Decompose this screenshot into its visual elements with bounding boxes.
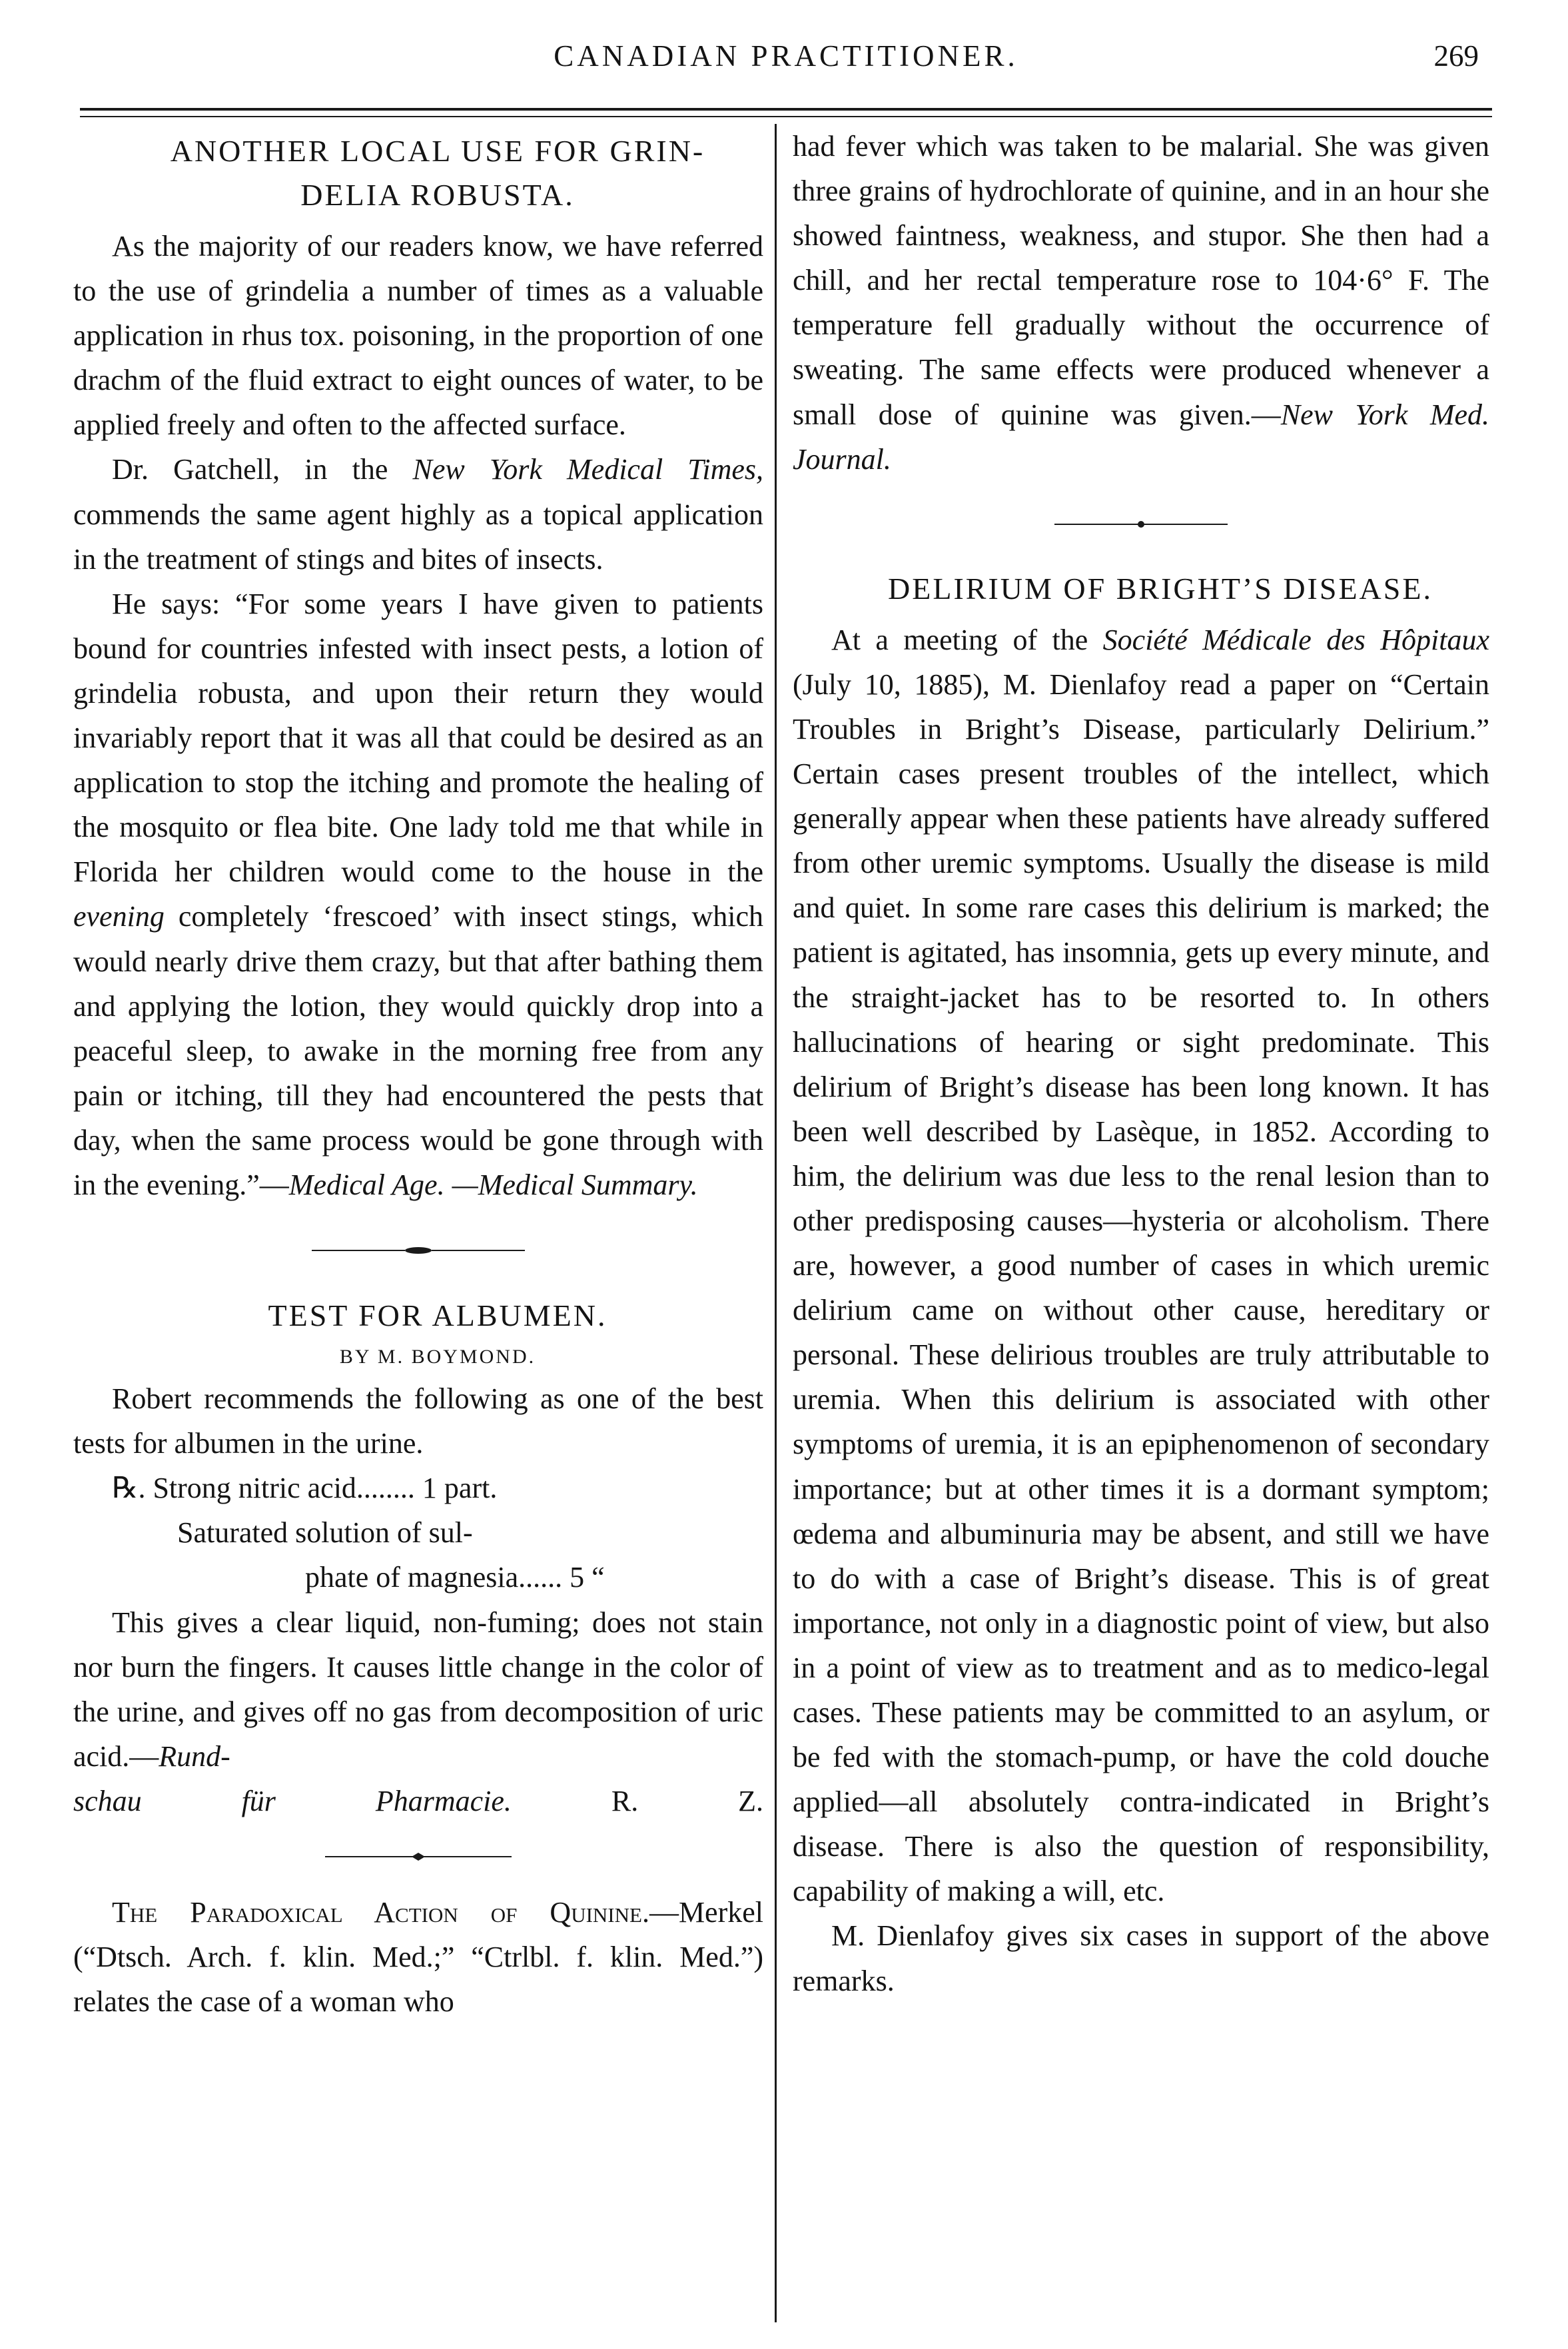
column-divider <box>775 124 777 2322</box>
albumen-paragraph-1: Robert recommends the following as one of the best tests for albumen in the urine. <box>73 1382 763 1460</box>
article-title-grindelia-1: ANOTHER LOCAL USE FOR GRIN- <box>170 134 705 168</box>
ornament-rule <box>305 1244 532 1257</box>
recipe-line-3: phate of magnesia...... 5 “ <box>305 1561 605 1594</box>
delirium-paragraph-2: M. Dienlafoy gives six cases in support of the above remarks. <box>793 1919 1489 1997</box>
source-citation: Medical Age. <box>288 1168 445 1201</box>
article-title-albumen: TEST FOR ALBUMEN. <box>268 1298 607 1333</box>
grindelia-paragraph-2: Dr. Gatchell, in the New York Medical Times, commends the same agent highly as a topical application in the treatment of stings and bites of insects. <box>73 453 763 576</box>
section-separator <box>73 1207 763 1294</box>
society-name: Société Médicale des Hôpitaux <box>1102 623 1489 656</box>
source-citation: —Medical Summary. <box>452 1168 698 1201</box>
recipe <box>73 1466 763 1600</box>
grindelia-paragraph-1: As the majority of our readers know, we have referred to the use of grindelia a number of times as a valuable application in rhus tox. poisoning, in the proportion of one drachm of the fluid extract to eight ounces of water, to be applied freely and often to the affected surface. <box>73 230 763 442</box>
albumen-paragraph-2: This gives a clear liquid, non-fuming; does not stain nor burn the fingers. It causes little change in the color of the urine, and gives off no gas from decomposition of uric acid.—Rund- <box>73 1606 763 1773</box>
left-column <box>73 124 763 2024</box>
quinine-paragraph-start: The Paradoxical Action of Quinine.—Merkel (“Dtsch. Arch. f. klin. Med.;” “Ctrlbl. f. klin. Med.”) relates the case of a woman who <box>73 1896 763 2019</box>
running-title: CANADIAN PRACTITIONER. <box>554 39 1018 73</box>
albumen-attribution <box>73 1779 763 1823</box>
source-citation: New York Med. Journal. <box>793 398 1489 476</box>
page-number: 269 <box>1433 39 1479 73</box>
quinine-paragraph-cont: had fever which was taken to be malarial. She was given three grains of hydrochlorate of quinine, and in an hour she showed faintness, weakness, and stupor. She then had a chill, and her rectal temperature rose to 104·6° F. The temperature fell gradually without the occurrence of sweating. The same effects were produced whenever a small dose of quinine was given.—New York Med. Journal. <box>793 130 1489 476</box>
byline: BY M. BOYMOND. <box>339 1346 536 1368</box>
header-rule-thick <box>80 108 1492 111</box>
recipe-line-1: ℞. Strong nitric acid........ 1 part. <box>112 1472 498 1505</box>
ornament-rule <box>1048 518 1234 531</box>
grindelia-paragraph-3: He says: “For some years I have given to patients bound for countries infested with insect pests, a lotion of grindelia robusta, and upon their return they would invariably report that it was all that could be desired as an application to stop the itching and promote the healing of the mosquito or flea bite. One lady told me that while in Florida her children would come to the house in the evening completely ‘frescoed’ with insect stings, which would nearly drive them crazy, but that after bathing them and applying the lotion, they would quickly drop into a peaceful sleep, to awake in the morning free from any pain or itching, till they had encountered the pests that day, when the same process would be gone through with in the evening.”—Medical Age. —Medical Summary. <box>73 587 763 1201</box>
recipe-line-2: Saturated solution of sul- <box>177 1516 473 1550</box>
delirium-paragraph-1: At a meeting of the Société Médicale des Hôpitaux (July 10, 1885), M. Dienlafoy read a paper on “Certain Troubles in Bright’s Disease, particularly Delirium.” Certain cases present troubles of the intellect, which generally appear when these patients have already suffered from other uremic symptoms. Usually the disease is mild and quiet. In some rare cases this delirium is marked; the patient is agitated, has insomnia, gets up every minute, and the straight-jacket has to be resorted to. In others hallucinations of hearing or sight predominate. This delirium of Bright’s disease has been long known. It has been well described by Lasèque, in 1852. According to him, the delirium was due less to the renal lesion than to other predisposing causes—hysteria or alcoholism. There are, however, a good number of cases in which uremic delirium came on without other cause, hereditary or personal. These delirious troubles are truly attributable to uremia. When this delirium is associated with other symptoms of uremia, it is an epiphenomenon of secondary importance; but at other times it is a dormant symptom; œdema and albuminuria may be absent, and still we have to do with a case of Bright’s disease. This is of great importance, not only in a diagnostic point of view, but also in a point of view as to treatment and as to medico-legal cases. These patients may be committed to an asylum, or be fed with the stomach-pump, or have the cold douche applied—all absolutely contra-indicated in Bright’s disease. There is also the question of responsibility, capability of making a will, etc. <box>793 623 1489 1908</box>
header-rule-thin <box>80 116 1492 117</box>
section-separator <box>73 1823 763 1890</box>
section-separator <box>793 482 1489 567</box>
right-column <box>793 124 1489 2003</box>
ornament-rule <box>318 1850 518 1863</box>
article-title-delirium: DELIRIUM OF BRIGHT’S DISEASE. <box>888 571 1433 606</box>
article-title-grindelia-2: DELIA ROBUSTA. <box>300 178 575 212</box>
source-citation: schau für Pharmacie. <box>73 1784 512 1817</box>
journal-title: New York Medical Times, <box>412 453 763 486</box>
initials: R. Z. <box>611 1784 764 1817</box>
page-header <box>80 39 1492 99</box>
quinine-lead-title: The Paradoxical Action of Quinine. <box>112 1896 649 1929</box>
